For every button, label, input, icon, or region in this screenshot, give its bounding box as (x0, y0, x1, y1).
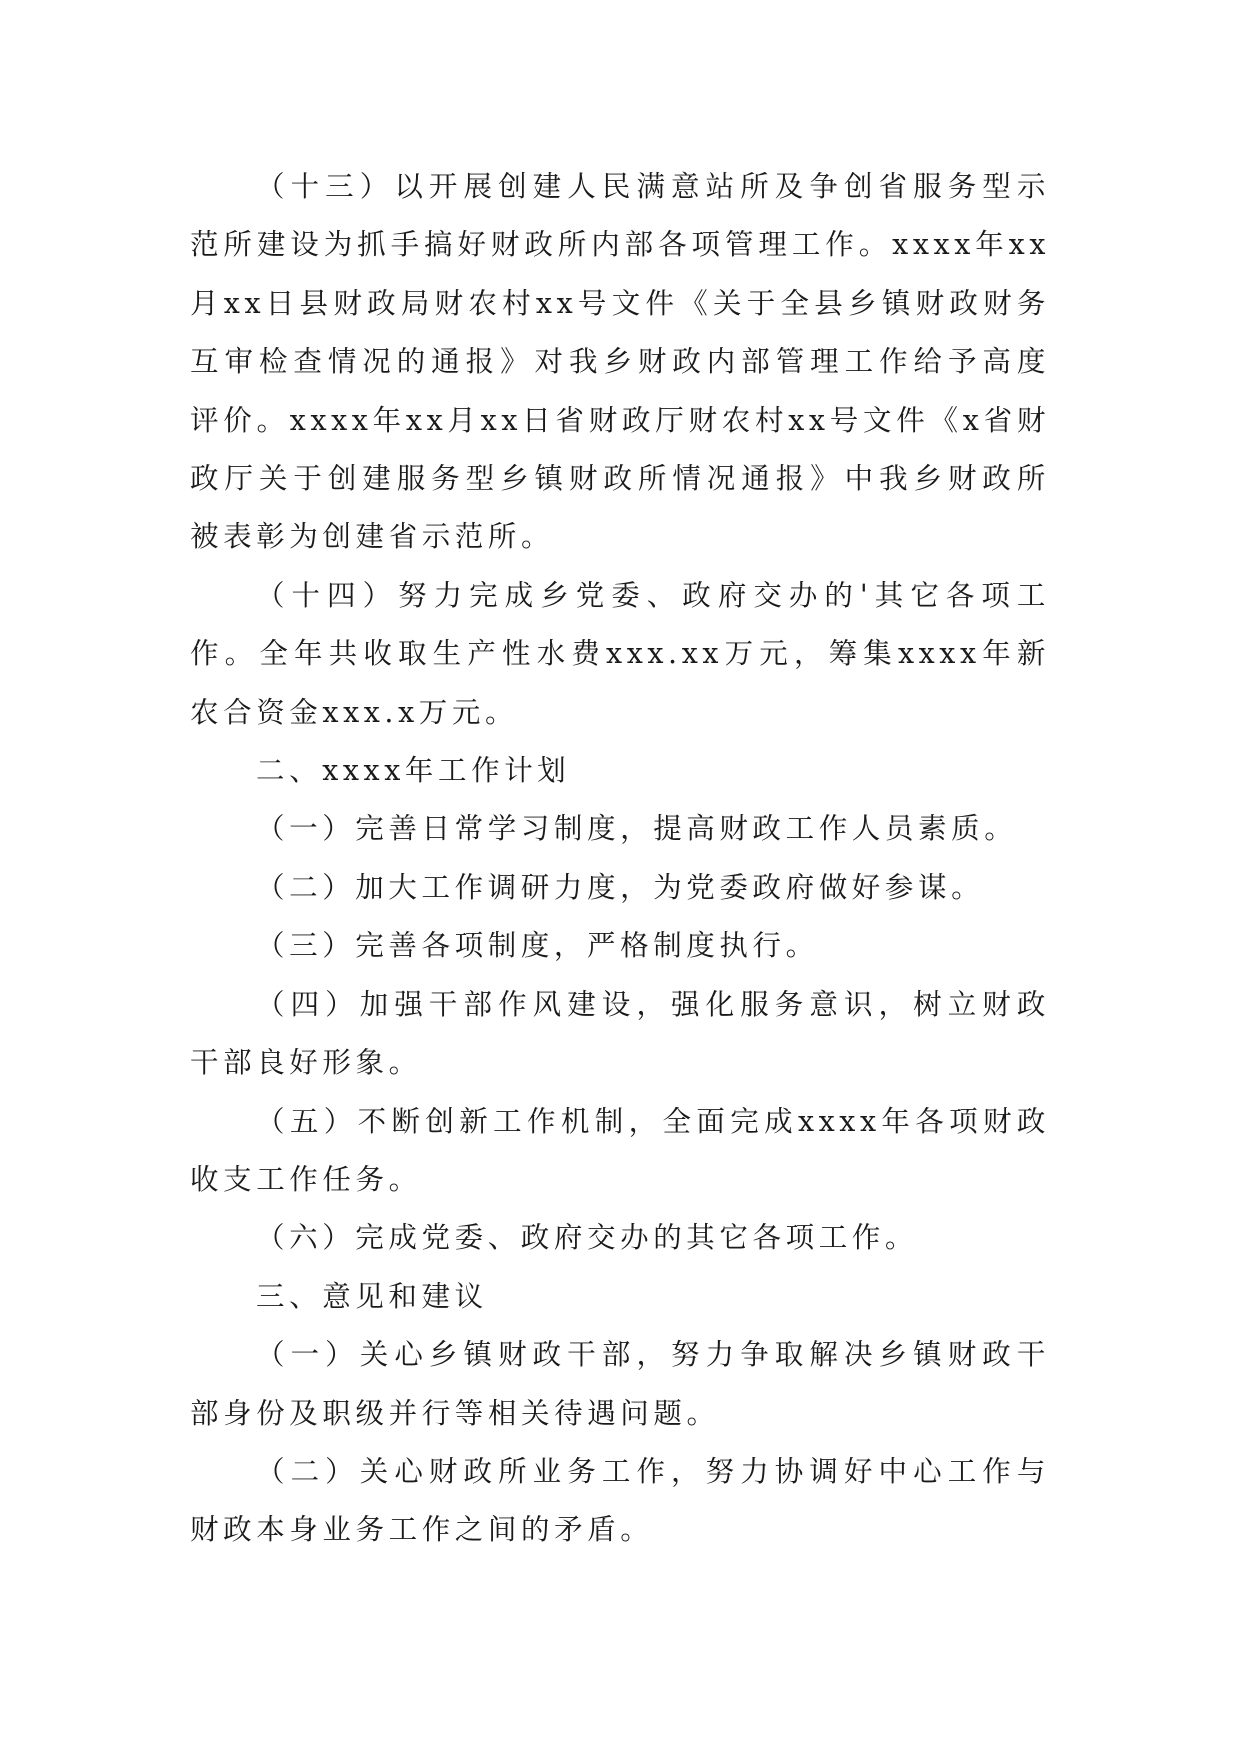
plan-item-5: （五）不断创新工作机制，全面完成xxxx年各项财政收支工作任务。 (190, 1104, 1050, 1196)
plan-item-4: （四）加强干部作风建设，强化服务意识，树立财政干部良好形象。 (190, 987, 1050, 1080)
suggestion-item-1: （一）关心乡镇财政干部，努力争取解决乡镇财政干部身份及职级并行等相关待遇问题。 (190, 1338, 1050, 1430)
plan-item-1: （一）完善日常学习制度，提高财政工作人员素质。 (256, 812, 1018, 846)
paragraph-13-internal-management: （十三）以开展创建人民满意站所及争创省服务型示范所建设为抓手搞好财政所内部各项管理工作。xxxx年xx月xx日县财政局财农村xx号文件《关于全县乡镇财政财务互审检查情况的通报》对我乡财政内部管理工作给予高度评价。xxxx年xx月xx日省财政厅财农村xx号文件《x省财政厅关于创建服务型乡镇财政所情况通报》中我乡财政所被表彰为创建省示范所。 (190, 170, 1050, 554)
document-body (190, 158, 1050, 1560)
suggestion-item-2: （二）关心财政所业务工作，努力协调好中心工作与财政本身业务工作之间的矛盾。 (190, 1454, 1050, 1547)
plan-item-6: （六）完成党委、政府交办的其它各项工作。 (256, 1221, 919, 1255)
paragraph-14-other-tasks: （十四）努力完成乡党委、政府交办的'其它各项工作。全年共收取生产性水费xxx.xx万元，筹集xxxx年新农合资金xxx.x万元。 (190, 578, 1050, 729)
plan-item-2: （二）加大工作调研力度，为党委政府做好参谋。 (256, 870, 985, 904)
plan-item-3: （三）完善各项制度，严格制度执行。 (256, 929, 819, 963)
section-heading-suggestions: 三、意见和建议 (256, 1279, 488, 1313)
section-heading-work-plan: 二、xxxx年工作计划 (256, 754, 571, 788)
